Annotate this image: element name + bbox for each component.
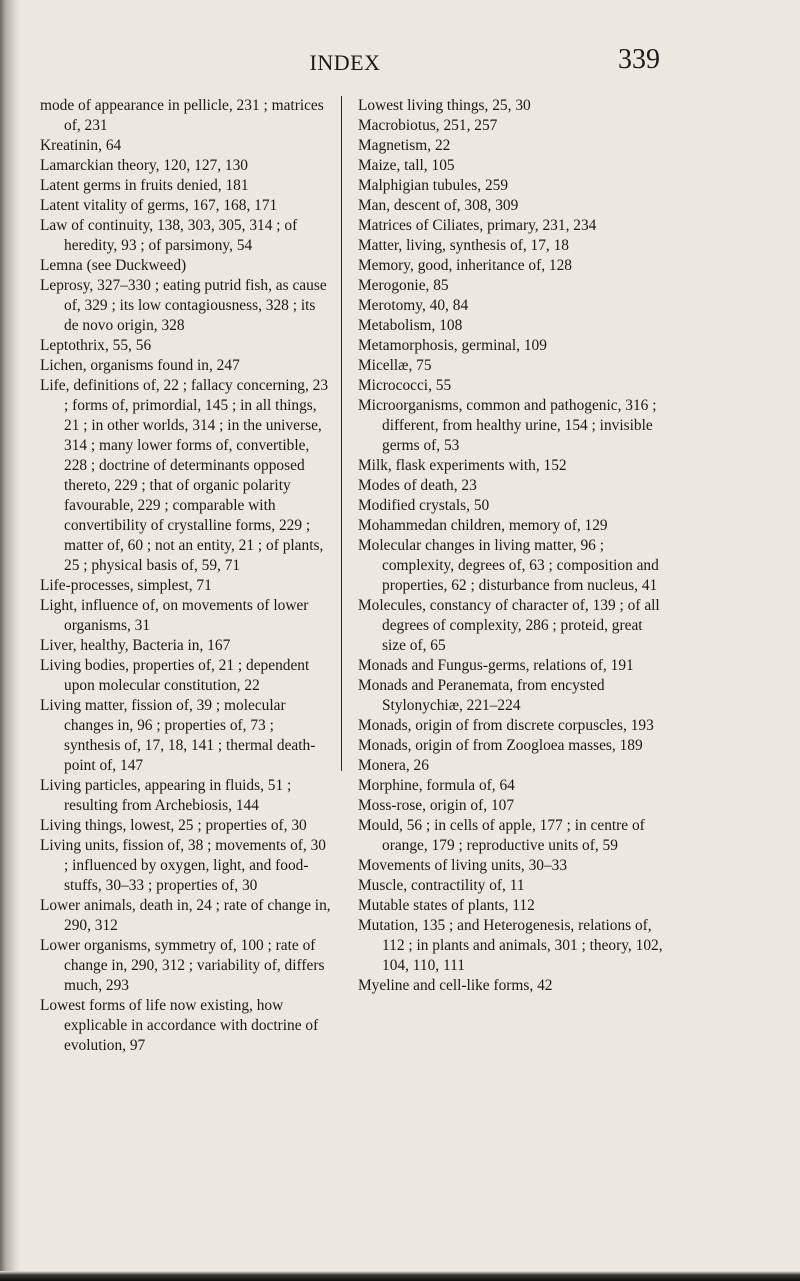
index-entry: Myeline and cell-like forms, 42 — [358, 977, 553, 994]
index-entry: Monera, 26 — [358, 757, 429, 774]
index-entry: Mutation, 135 ; and Heterogenesis, relations of, 112 ; in plants and animals, 301 ; theory, 102, 104, 110, 111 — [358, 917, 663, 974]
index-entry: Latent vitality of germs, 167, 168, 171 — [40, 197, 278, 214]
index-entry: Lower organisms, symmetry of, 100 ; rate of change in, 290, 312 ; variability of, differs much, 293 — [40, 937, 325, 994]
index-entry: Movements of living units, 30–33 — [358, 857, 568, 874]
index-entry: Monads, origin of from Zoogloea masses, 189 — [358, 737, 643, 754]
index-entry: Matter, living, synthesis of, 17, 18 — [358, 237, 569, 254]
index-entry: Lichen, organisms found in, 247 — [40, 357, 240, 374]
index-entry: Law of continuity, 138, 303, 305, 314 ; of heredity, 93 ; of parsimony, 54 — [40, 217, 298, 254]
index-entry: Monads, origin of from discrete corpuscles, 193 — [358, 717, 654, 734]
index-entry: Kreatinin, 64 — [40, 137, 122, 154]
index-entry: Merotomy, 40, 84 — [358, 297, 469, 314]
index-entry: Modes of death, 23 — [358, 477, 477, 494]
index-entry: Living units, fission of, 38 ; movements of, 30 ; influenced by oxygen, light, and food-stuffs, 30–33 ; properties of, 30 — [40, 837, 326, 894]
index-entry: Metamorphosis, germinal, 109 — [358, 337, 547, 354]
index-entry: Micrococci, 55 — [358, 377, 452, 394]
index-entry: Muscle, contractility of, 11 — [358, 877, 525, 894]
index-columns — [0, 96, 800, 1246]
index-entry: Molecular changes in living matter, 96 ; complexity, degrees of, 63 ; composition and properties, 62 ; disturbance from nucleus, 41 — [358, 537, 659, 594]
index-entry: Morphine, formula of, 64 — [358, 777, 515, 794]
index-entry: Mould, 56 ; in cells of apple, 177 ; in centre of orange, 179 ; reproductive units of, 59 — [358, 817, 645, 854]
index-entry: Lower animals, death in, 24 ; rate of change in, 290, 312 — [40, 897, 331, 934]
index-entry: Macrobiotus, 251, 257 — [358, 117, 498, 134]
index-entry: Lemna (see Duckweed) — [40, 257, 187, 274]
index-entry: Lamarckian theory, 120, 127, 130 — [40, 157, 248, 174]
column-divider — [341, 96, 342, 771]
index-entry: mode of appearance in pellicle, 231 ; matrices of, 231 — [40, 97, 324, 134]
index-entry: Modified crystals, 50 — [358, 497, 490, 514]
index-entry: Mohammedan children, memory of, 129 — [358, 517, 608, 534]
index-entry: Maize, tall, 105 — [358, 157, 455, 174]
index-entry: Lowest living things, 25, 30 — [358, 97, 531, 114]
index-entry: Leptothrix, 55, 56 — [40, 337, 152, 354]
index-entry: Life-processes, simplest, 71 — [40, 577, 212, 594]
index-entry: Light, influence of, on movements of lower organisms, 31 — [40, 597, 309, 634]
index-entry: Matrices of Ciliates, primary, 231, 234 — [358, 217, 597, 234]
index-entry: Micellæ, 75 — [358, 357, 432, 374]
index-entry: Liver, healthy, Bacteria in, 167 — [40, 637, 231, 654]
index-entry: Lowest forms of life now existing, how explicable in accordance with doctrine of evolution, 97 — [40, 997, 319, 1054]
index-entry: Microorganisms, common and pathogenic, 316 ; different, from healthy urine, 154 ; invisible germs of, 53 — [358, 397, 657, 454]
index-entry: Monads and Fungus-germs, relations of, 191 — [358, 657, 634, 674]
index-column-left — [40, 96, 332, 1056]
index-entry: Mutable states of plants, 112 — [358, 897, 535, 914]
index-entry: Monads and Peranemata, from encysted Stylonychiæ, 221–224 — [358, 677, 605, 714]
page-header — [0, 44, 800, 84]
index-entry: Moss-rose, origin of, 107 — [358, 797, 515, 814]
index-entry: Memory, good, inheritance of, 128 — [358, 257, 572, 274]
index-entry: Man, descent of, 308, 309 — [358, 197, 519, 214]
index-entry: Latent germs in fruits denied, 181 — [40, 177, 249, 194]
index-entry: Merogonie, 85 — [358, 277, 449, 294]
index-entry: Milk, flask experiments with, 152 — [358, 457, 567, 474]
index-entry: Metabolism, 108 — [358, 317, 463, 334]
index-entry: Living matter, fission of, 39 ; molecular changes in, 96 ; properties of, 73 ; synthesis of, 17, 18, 141 ; thermal death-point of, 147 — [40, 697, 316, 774]
index-entry: Living particles, appearing in fluids, 51 ; resulting from Archebiosis, 144 — [40, 777, 292, 814]
scan-bottom-edge — [0, 1271, 800, 1281]
index-entry: Malphigian tubules, 259 — [358, 177, 509, 194]
index-entry: Leprosy, 327–330 ; eating putrid fish, as cause of, 329 ; its low contagiousness, 328 ; its de novo origin, 328 — [40, 277, 327, 334]
index-entry: Magnetism, 22 — [358, 137, 451, 154]
index-entry: Molecules, constancy of character of, 139 ; of all degrees of complexity, 286 ; proteid, great size of, 65 — [358, 597, 660, 654]
index-column-right — [358, 96, 668, 996]
index-entry: Living bodies, properties of, 21 ; dependent upon molecular constitution, 22 — [40, 657, 310, 694]
running-title: INDEX — [309, 50, 381, 75]
page-number: 339 — [618, 44, 660, 75]
index-entry: Living things, lowest, 25 ; properties of, 30 — [40, 817, 307, 834]
index-entry: Life, definitions of, 22 ; fallacy concerning, 23 ; forms of, primordial, 145 ; in all things, 21 ; in other worlds, 314 ; in the universe, 314 ; many lower forms of, convertible, 228 ; doctrine of determinants opposed thereto, 229 ; that of organic polarity favourable, 229 ; comparable with convertibility of crystalline forms, 229 ; matter of, 60 ; not an entity, 21 ; of plants, 25 ; physical basis of, 59, 71 — [40, 377, 329, 574]
